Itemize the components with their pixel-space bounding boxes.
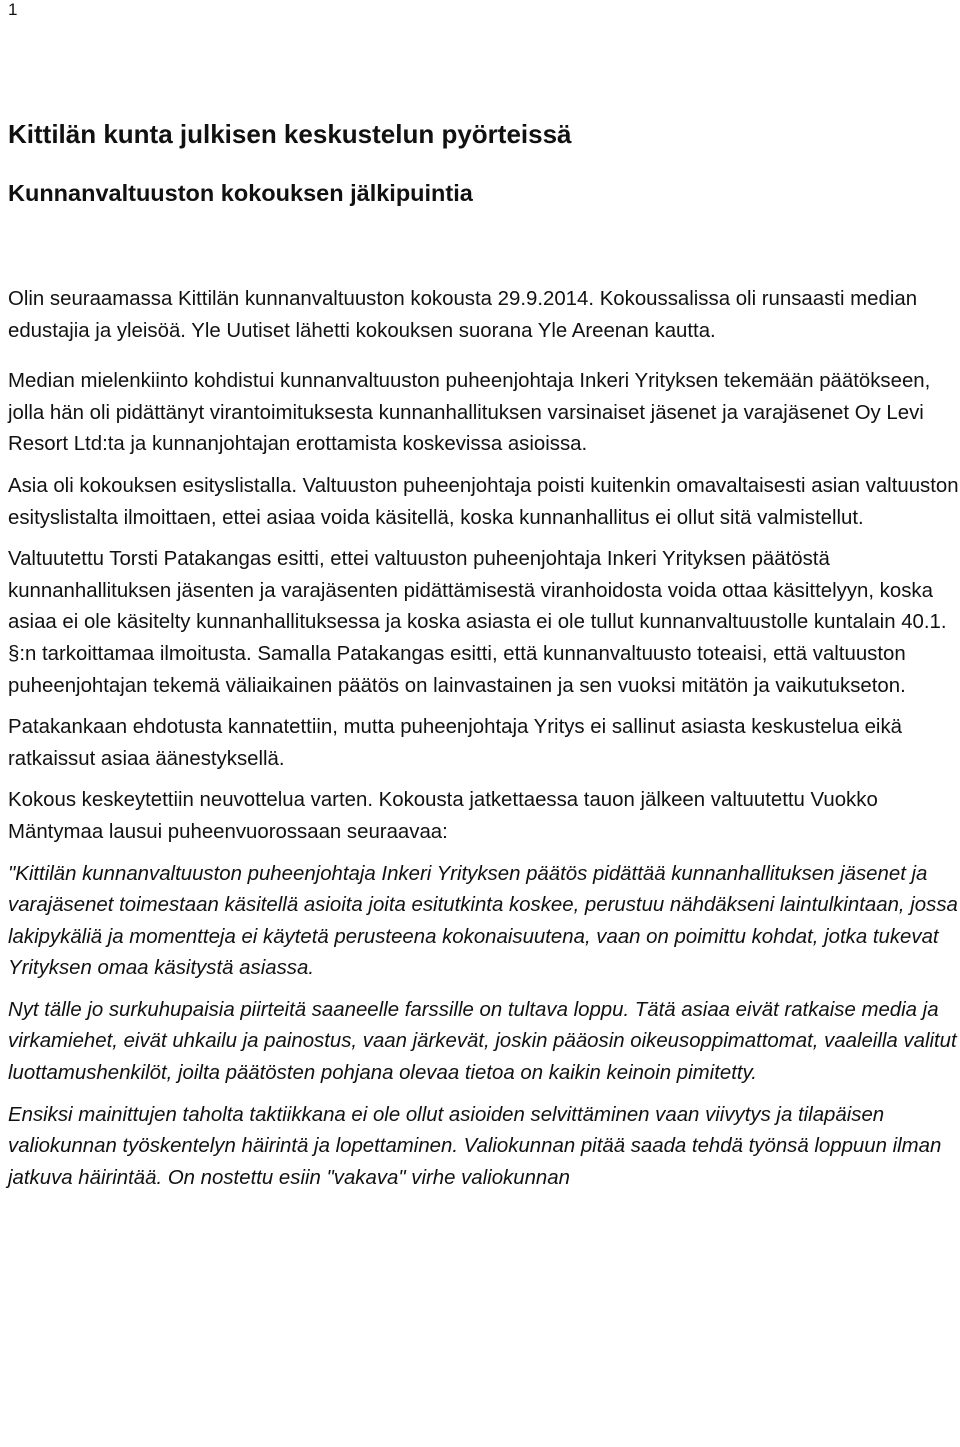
- paragraph-intro: Olin seuraamassa Kittilän kunnanvaltuuston kokousta 29.9.2014. Kokoussalissa oli runsaasti median edustajia ja yleisöä. Yle Uutiset lähetti kokouksen suorana Yle Areenan kautta.: [8, 288, 918, 342]
- quote-paragraph-1: "Kittilän kunnanvaltuuston puheenjohtaja Inkeri Yrityksen päätös pidättää kunnanhallituksen jäsenet ja varajäsenet toimestaan käsitellä asioita joita esitutkinta koskee, perustuu nähdäkseni laintulkintaan, jossa lakipykäliä ja momentteja ei käytetä perusteena kokonaisuutena, vaan on poimittu kohdat, jotka tukevat Yrityksen omaa käsitystä asiassa.: [8, 862, 958, 980]
- page-number: 1: [8, 0, 18, 19]
- paragraph-recess: Kokous keskeytettiin neuvottelua varten. Kokousta jatkettaessa tauon jälkeen valtuutettu Vuokko Mäntymaa lausui puheenvuorossaan seuraavaa:: [8, 789, 878, 843]
- paragraph-no-discussion: Patakankaan ehdotusta kannatettiin, mutta puheenjohtaja Yritys ei sallinut asiasta keskustelua eikä ratkaissut asiaa äänestyksellä.: [8, 716, 902, 770]
- document-title: Kittilän kunta julkisen keskustelun pyörteissä: [8, 119, 572, 149]
- quote-paragraph-2: Nyt tälle jo surkuhupaisia piirteitä saaneelle farssille on tultava loppu. Tätä asiaa eivät ratkaise media ja virkamiehet, eivät uhkailu ja painostus, vaan järkevät, joskin pääosin oikeusoppimattomat, vaaleilla valitut luottamushenkilöt, joilta päätösten pohjana olevaa tietoa on kaikin keinoin pimitetty.: [8, 998, 957, 1085]
- paragraph-media-interest: Median mielenkiinto kohdistui kunnanvaltuuston puheenjohtaja Inkeri Yrityksen tekemään päätökseen, jolla hän oli pidättänyt virantoimituksesta kunnanhallituksen varsinaiset jäsenet ja varajäsenet Oy Levi Resort Ltd:ta ja kunnanjohtajan erottamista koskevissa asioissa.: [8, 370, 931, 456]
- document-body: [8, 284, 960, 1204]
- quote-paragraph-3: Ensiksi mainittujen taholta taktiikkana ei ole ollut asioiden selvittäminen vaan viivytys ja tilapäisen valiokunnan työskentelyn häirintä ja lopettaminen. Valiokunnan pitää saada tehdä työnsä loppuun ilman jatkuva häirintää. On nostettu esiin "vakava" virhe valiokunnan: [8, 1103, 942, 1189]
- document-subtitle: Kunnanvaltuuston kokouksen jälkipuintia: [8, 180, 473, 206]
- paragraph-agenda: Asia oli kokouksen esityslistalla. Valtuuston puheenjohtaja poisti kuitenkin omavaltaisesti asian valtuuston esityslistalta ilmoittaen, ettei asiaa voida käsitellä, koska kunnanhallitus ei ollut sitä valmistellut.: [8, 474, 959, 529]
- paragraph-patakangas-proposal: Valtuutettu Torsti Patakangas esitti, ettei valtuuston puheenjohtaja Inkeri Yrityksen päätöstä kunnanhallituksen jäsenten ja varajäsenten pidättämisestä viranhoidosta voida ottaa käsittelyyn, koska asiaa ei ole käsitelty kunnanhallituksessa ja koska asiasta ei ole tullut kunnanvaltuustolle kuntalain 40.1. §:n tarkoittamaa ilmoitusta. Samalla Patakangas esitti, että kunnanvaltuusto toteaisi, että valtuuston puheenjohtajan tekemä väliaikainen päätös on lainvastainen ja sen vuoksi mitätön ja vaikutukseton.: [8, 548, 947, 697]
